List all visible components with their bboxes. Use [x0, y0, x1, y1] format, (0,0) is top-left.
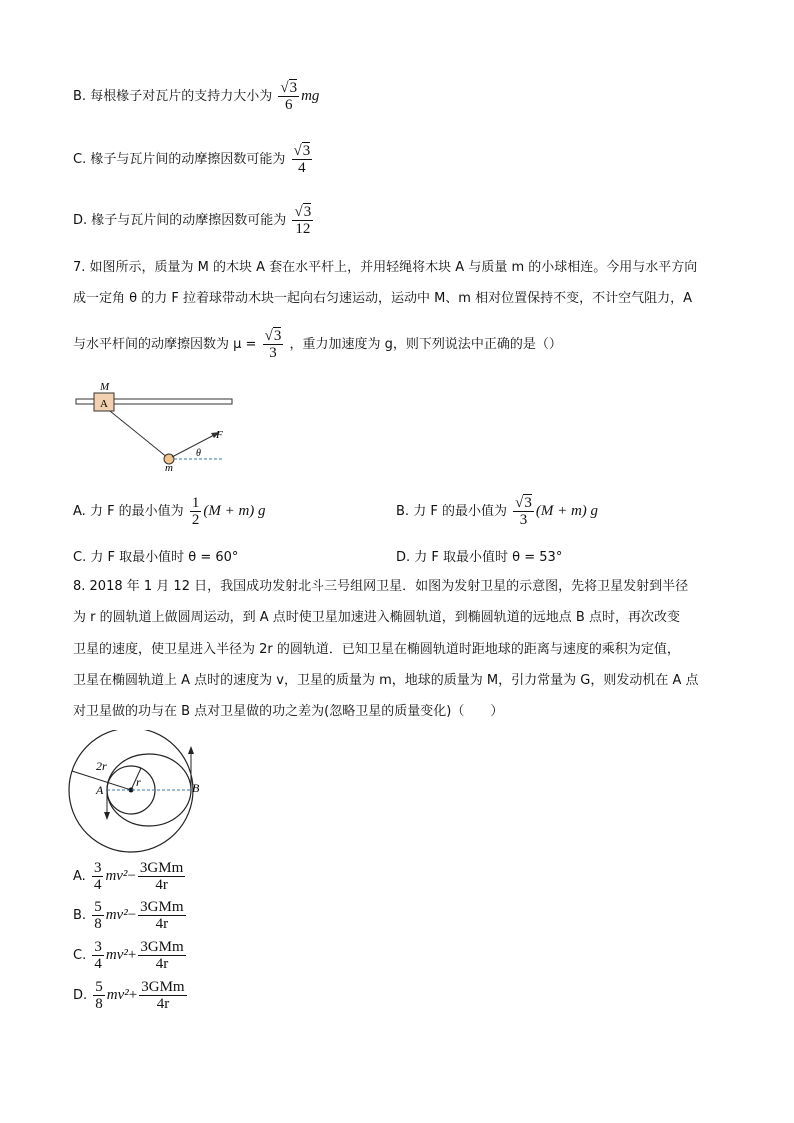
- label-a: A: [100, 398, 108, 410]
- label-2r: 2r: [96, 759, 107, 773]
- label-theta: θ: [196, 448, 201, 459]
- q6-option-c: C. 椽子与瓦片间的动摩擦因数可能为 $\frac{√3}{4}$: [73, 143, 311, 176]
- q8-stem-line-1: 8. 2018 年 1 月 12 日，我国成功发射北斗三号组网卫星．如图为发射卫星的示意图，先将卫星发射到半径: [73, 579, 689, 594]
- q8-stem-line-4: 卫星在椭圆轨道上 A 点时的速度为 v，卫星的质量为 m，地球的质量为 M，引力常量为 G，则发动机在 A 点: [73, 673, 699, 688]
- fraction: $\frac{√3}{12}$: [294, 204, 312, 237]
- q8-stem-line-2: 为 r 的圆轨道上做圆周运动，到 A 点时使卫星加速进入椭圆轨道，到椭圆轨道的远地点 B 点时，再次改变: [73, 610, 680, 625]
- q8-stem-line-3: 卫星的速度，使卫星进入半径为 2r 的圆轨道．已知卫星在椭圆轨道时距地球的距离与速度的乘积为定值，: [73, 642, 680, 657]
- label-block-mass: M: [100, 381, 110, 393]
- q7-stem-line-2: 成一定角 θ 的力 F 拉着球带动木块一起向右匀速运动，运动中 M、m 相对位置保持不变，不计空气阻力，A: [73, 291, 692, 306]
- q8-option-c: C. $\frac{3}{4}$ mv²+ $\frac{\text{3GMm}}{4r}$: [73, 939, 184, 972]
- q7-option-c: C. 力 F 取最小值时 θ = 60°: [73, 550, 239, 565]
- velocity-b-arrowhead: [188, 746, 194, 754]
- q7-option-d: D. 力 F 取最小值时 θ = 53°: [396, 550, 563, 565]
- force-arrow: [172, 434, 216, 457]
- q6-option-b: B. 每根椽子对瓦片的支持力大小为 $\frac{√3}{6}$ mg: [73, 80, 320, 113]
- q7-option-b: B. 力 F 的最小值为 $\frac{√3}{3}$ (M + m) g: [396, 495, 599, 528]
- q8-option-b: B. $\frac{5}{8}$ mv²− $\frac{\text{3GMm}}{4r}$: [73, 899, 184, 932]
- label-r: r: [136, 775, 141, 789]
- q8-option-d: D. $\frac{5}{8}$ mv²+ $\frac{\text{3GMm}}{4r}$: [73, 979, 185, 1012]
- q7-stem-line-1: 7. 如图所示，质量为 M 的木块 A 套在水平杆上，并用轻绳将木块 A 与质量 m 的小球相连。今用与水平方向: [73, 260, 698, 275]
- fraction: $\frac{√3}{6}$: [280, 80, 298, 113]
- label-a: A: [96, 783, 104, 797]
- q6-option-d: D. 椽子与瓦片间的动摩擦因数可能为 $\frac{√3}{12}$: [73, 204, 312, 237]
- q7-option-a: A. 力 F 的最小值为 $\frac{1}{2}$ (M + m) g: [73, 495, 266, 528]
- q8-stem-line-5: 对卫星做的功与在 B 点对卫星做的功之差为(忽略卫星的质量变化)（ ）: [73, 704, 504, 719]
- label-ball-mass: m: [165, 462, 173, 473]
- q8-option-a: A. $\frac{3}{4}$ mv²− $\frac{\text{3GMm}}{4r}$: [73, 860, 184, 893]
- q7-figure: [70, 378, 240, 473]
- label-b: B: [192, 781, 200, 795]
- mu-fraction: $\frac{√3}{3}$: [264, 328, 282, 361]
- velocity-a-arrowhead: [104, 812, 110, 820]
- rope: [110, 411, 168, 458]
- q8-figure: [66, 730, 206, 860]
- label-force: F: [216, 429, 223, 441]
- fraction: $\frac{√3}{4}$: [293, 143, 311, 176]
- q7-stem-line-3: 与水平杆间的动摩擦因数为 μ = $\frac{√3}{3}$ ，重力加速度为 g，则下列说法中正确的是（）: [73, 328, 562, 361]
